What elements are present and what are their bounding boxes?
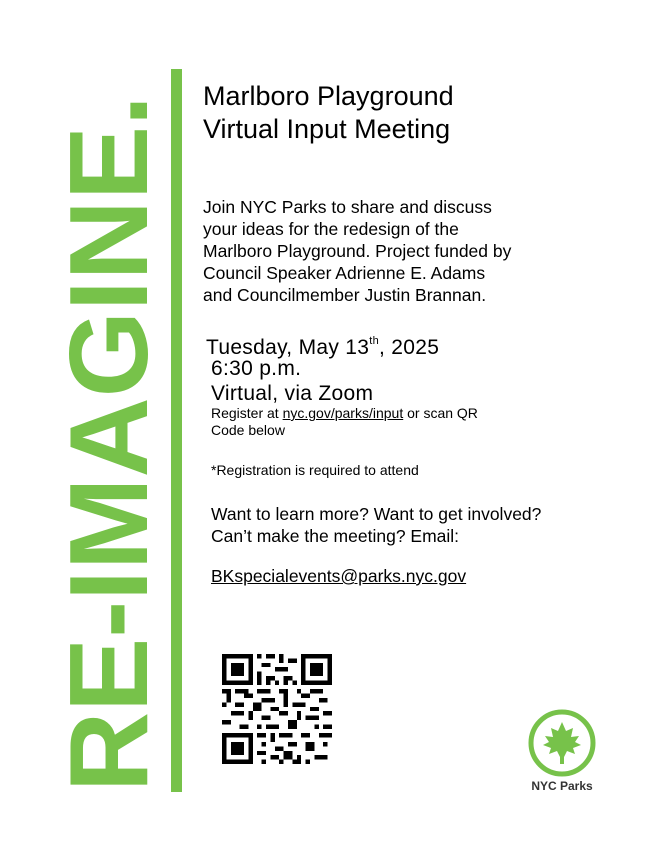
date-ordinal-suffix: th xyxy=(369,335,380,347)
reimagine-vertical-wordmark: RE-IMAGINE. xyxy=(47,95,171,792)
date-year: , 2025 xyxy=(379,336,440,359)
page-title xyxy=(203,80,454,146)
qr-code-icon[interactable] xyxy=(222,654,332,764)
contact-line-2: Can’t make the meeting? Email: xyxy=(211,526,460,546)
intro-line-3: Marlboro Playground. Project funded by xyxy=(203,241,512,261)
event-venue: Virtual, via Zoom xyxy=(211,382,374,405)
date-prefix: Tuesday, May 13 xyxy=(206,336,370,359)
contact-prompt xyxy=(211,503,541,547)
intro-paragraph xyxy=(203,196,583,306)
intro-line-5: and Councilmember Justin Brannan. xyxy=(203,285,487,305)
title-line-2: Virtual Input Meeting xyxy=(203,114,451,144)
registration-instructions xyxy=(211,405,531,439)
registration-required-note: *Registration is required to attend xyxy=(211,462,419,478)
intro-line-1: Join NYC Parks to share and discuss xyxy=(203,197,492,217)
intro-line-4: Council Speaker Adrienne E. Adams xyxy=(203,263,486,283)
vertical-green-divider xyxy=(171,69,182,792)
nyc-parks-logo-label: NYC Parks xyxy=(531,779,593,793)
contact-email-link[interactable]: BKspecialevents@parks.nyc.gov xyxy=(211,566,467,586)
title-line-1: Marlboro Playground xyxy=(203,81,454,111)
register-link[interactable]: nyc.gov/parks/input xyxy=(282,405,404,421)
register-suffix: or scan QR xyxy=(403,405,478,421)
nyc-parks-leaf-logo-icon xyxy=(528,709,596,777)
register-line-2: Code below xyxy=(211,422,285,438)
register-prefix: Register at xyxy=(211,405,283,421)
intro-line-2: your ideas for the redesign of the xyxy=(203,219,459,239)
contact-line-1: Want to learn more? Want to get involved? xyxy=(211,504,542,524)
event-time: 6:30 p.m. xyxy=(211,357,302,380)
